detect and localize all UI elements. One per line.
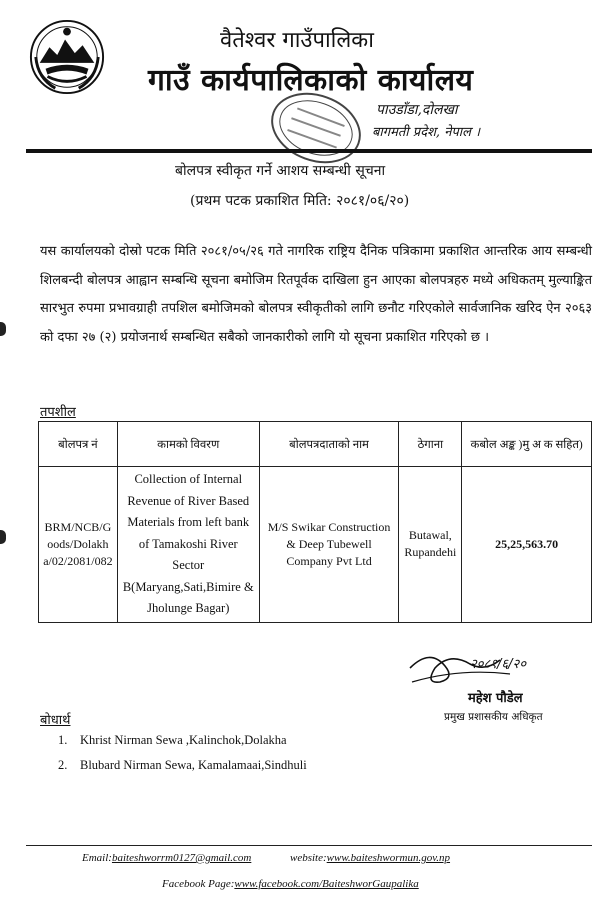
email-link[interactable]: baiteshworrm0127@gmail.com xyxy=(111,852,252,864)
office-seal-stamp-icon xyxy=(262,88,370,168)
cc-list xyxy=(58,733,307,783)
binder-hole-mark xyxy=(0,322,6,336)
header-bid-no: बोलपत्र नं xyxy=(39,422,118,467)
footer-website: website:www.baiteshwormun.gov.np xyxy=(290,852,451,864)
header-bidder: बोलपत्रदाताको नाम xyxy=(259,422,399,467)
nepal-emblem-icon xyxy=(28,18,106,96)
table-header-row xyxy=(39,422,592,467)
signer-name: महेश पौडेल xyxy=(468,691,523,706)
org-name: वैतेश्वर गाउँपालिका xyxy=(220,28,374,53)
footer-rule xyxy=(26,845,592,846)
publication-date: (प्रथम पटक प्रकाशित मिति: २०८१/०६/२०) xyxy=(190,193,410,209)
list-item: 1. Khrist Nirman Sewa ,Kalinchok,Dolakha xyxy=(58,733,287,747)
list-item: 2. Blubard Nirman Sewa, Kamalamaai,Sindhuli xyxy=(58,758,307,772)
address-line-2: बागमती प्रदेश, नेपाल । xyxy=(372,125,481,140)
cell-amount: 25,25,563.70 xyxy=(462,467,592,623)
header-description: कामको विवरण xyxy=(117,422,259,467)
footer-email: Email:baiteshworrm0127@gmail.com xyxy=(82,852,252,864)
notice-body: यस कार्यालयको दोस्रो पटक मिति २०८१/०५/२६ गते नागरिक राष्ट्रिय दैनिक पत्रिकामा प्रकाशित आन्तरिक आय सम्बन्धी शिलबन्दी बोलपत्र आह्वान सम्बन्धि सूचना बमोजिम रितपूर्वक दाखिला हुन आएका बोलपत्रहरु मध्ये अधिकतम् मुल्याङ्कित सारभुत रुपमा प्रभावग्राही तपशिल बमोजिमको बोलपत्र स्वीकृतीको लागि छनौट गरिएकोले सार्वजानिक खरिद ऐन २०६३ को दफा २७ (२) प्रयोजनार्थ सम्बन्धित सबैको जानकारीको लागि यो सूचना प्रकाशित गरिएको छ । xyxy=(40,244,592,345)
header-amount: कबोल अङ्क )मु अ क सहित) xyxy=(462,422,592,467)
address-line-1: पाउडाँडा,दोलखा xyxy=(376,102,458,118)
handwritten-signature-icon xyxy=(400,638,585,728)
details-label: तपशील xyxy=(40,405,76,420)
table-row xyxy=(39,467,592,623)
cell-description: Collection of Internal Revenue of River Based Materials from left bank of Tamakoshi River Sector B(Maryang,Sati,Bimire & Jholunge Bagar) xyxy=(117,467,259,623)
header-address: ठेगाना xyxy=(399,422,462,467)
notice-subject: बोलपत्र स्वीकृत गर्ने आशय सम्बन्धी सूचना xyxy=(175,163,386,179)
footer-facebook: Facebook Page:www.facebook.com/BaiteshworGaupalika xyxy=(162,878,419,890)
signer-designation: प्रमुख प्रशासकीय अधिकृत xyxy=(444,711,543,723)
bid-table xyxy=(38,421,592,623)
cell-bid-no: BRM/NCB/Goods/Dolakha/02/2081/082 xyxy=(39,467,118,623)
binder-hole-mark xyxy=(0,530,6,544)
facebook-link[interactable]: www.facebook.com/BaiteshworGaupalika xyxy=(234,878,419,890)
header-rule xyxy=(26,149,592,153)
cell-bidder: M/S Swikar Construction & Deep Tubewell Company Pvt Ltd xyxy=(259,467,399,623)
cell-address: Butawal, Rupandehi xyxy=(399,467,462,623)
website-link[interactable]: www.baiteshwormun.gov.np xyxy=(326,852,451,864)
cc-label: बोधार्थ xyxy=(40,713,71,728)
office-name: गाउँ कार्यपालिकाको कार्यालय xyxy=(148,63,474,98)
signed-date: २०८१/६/२० xyxy=(470,657,527,672)
